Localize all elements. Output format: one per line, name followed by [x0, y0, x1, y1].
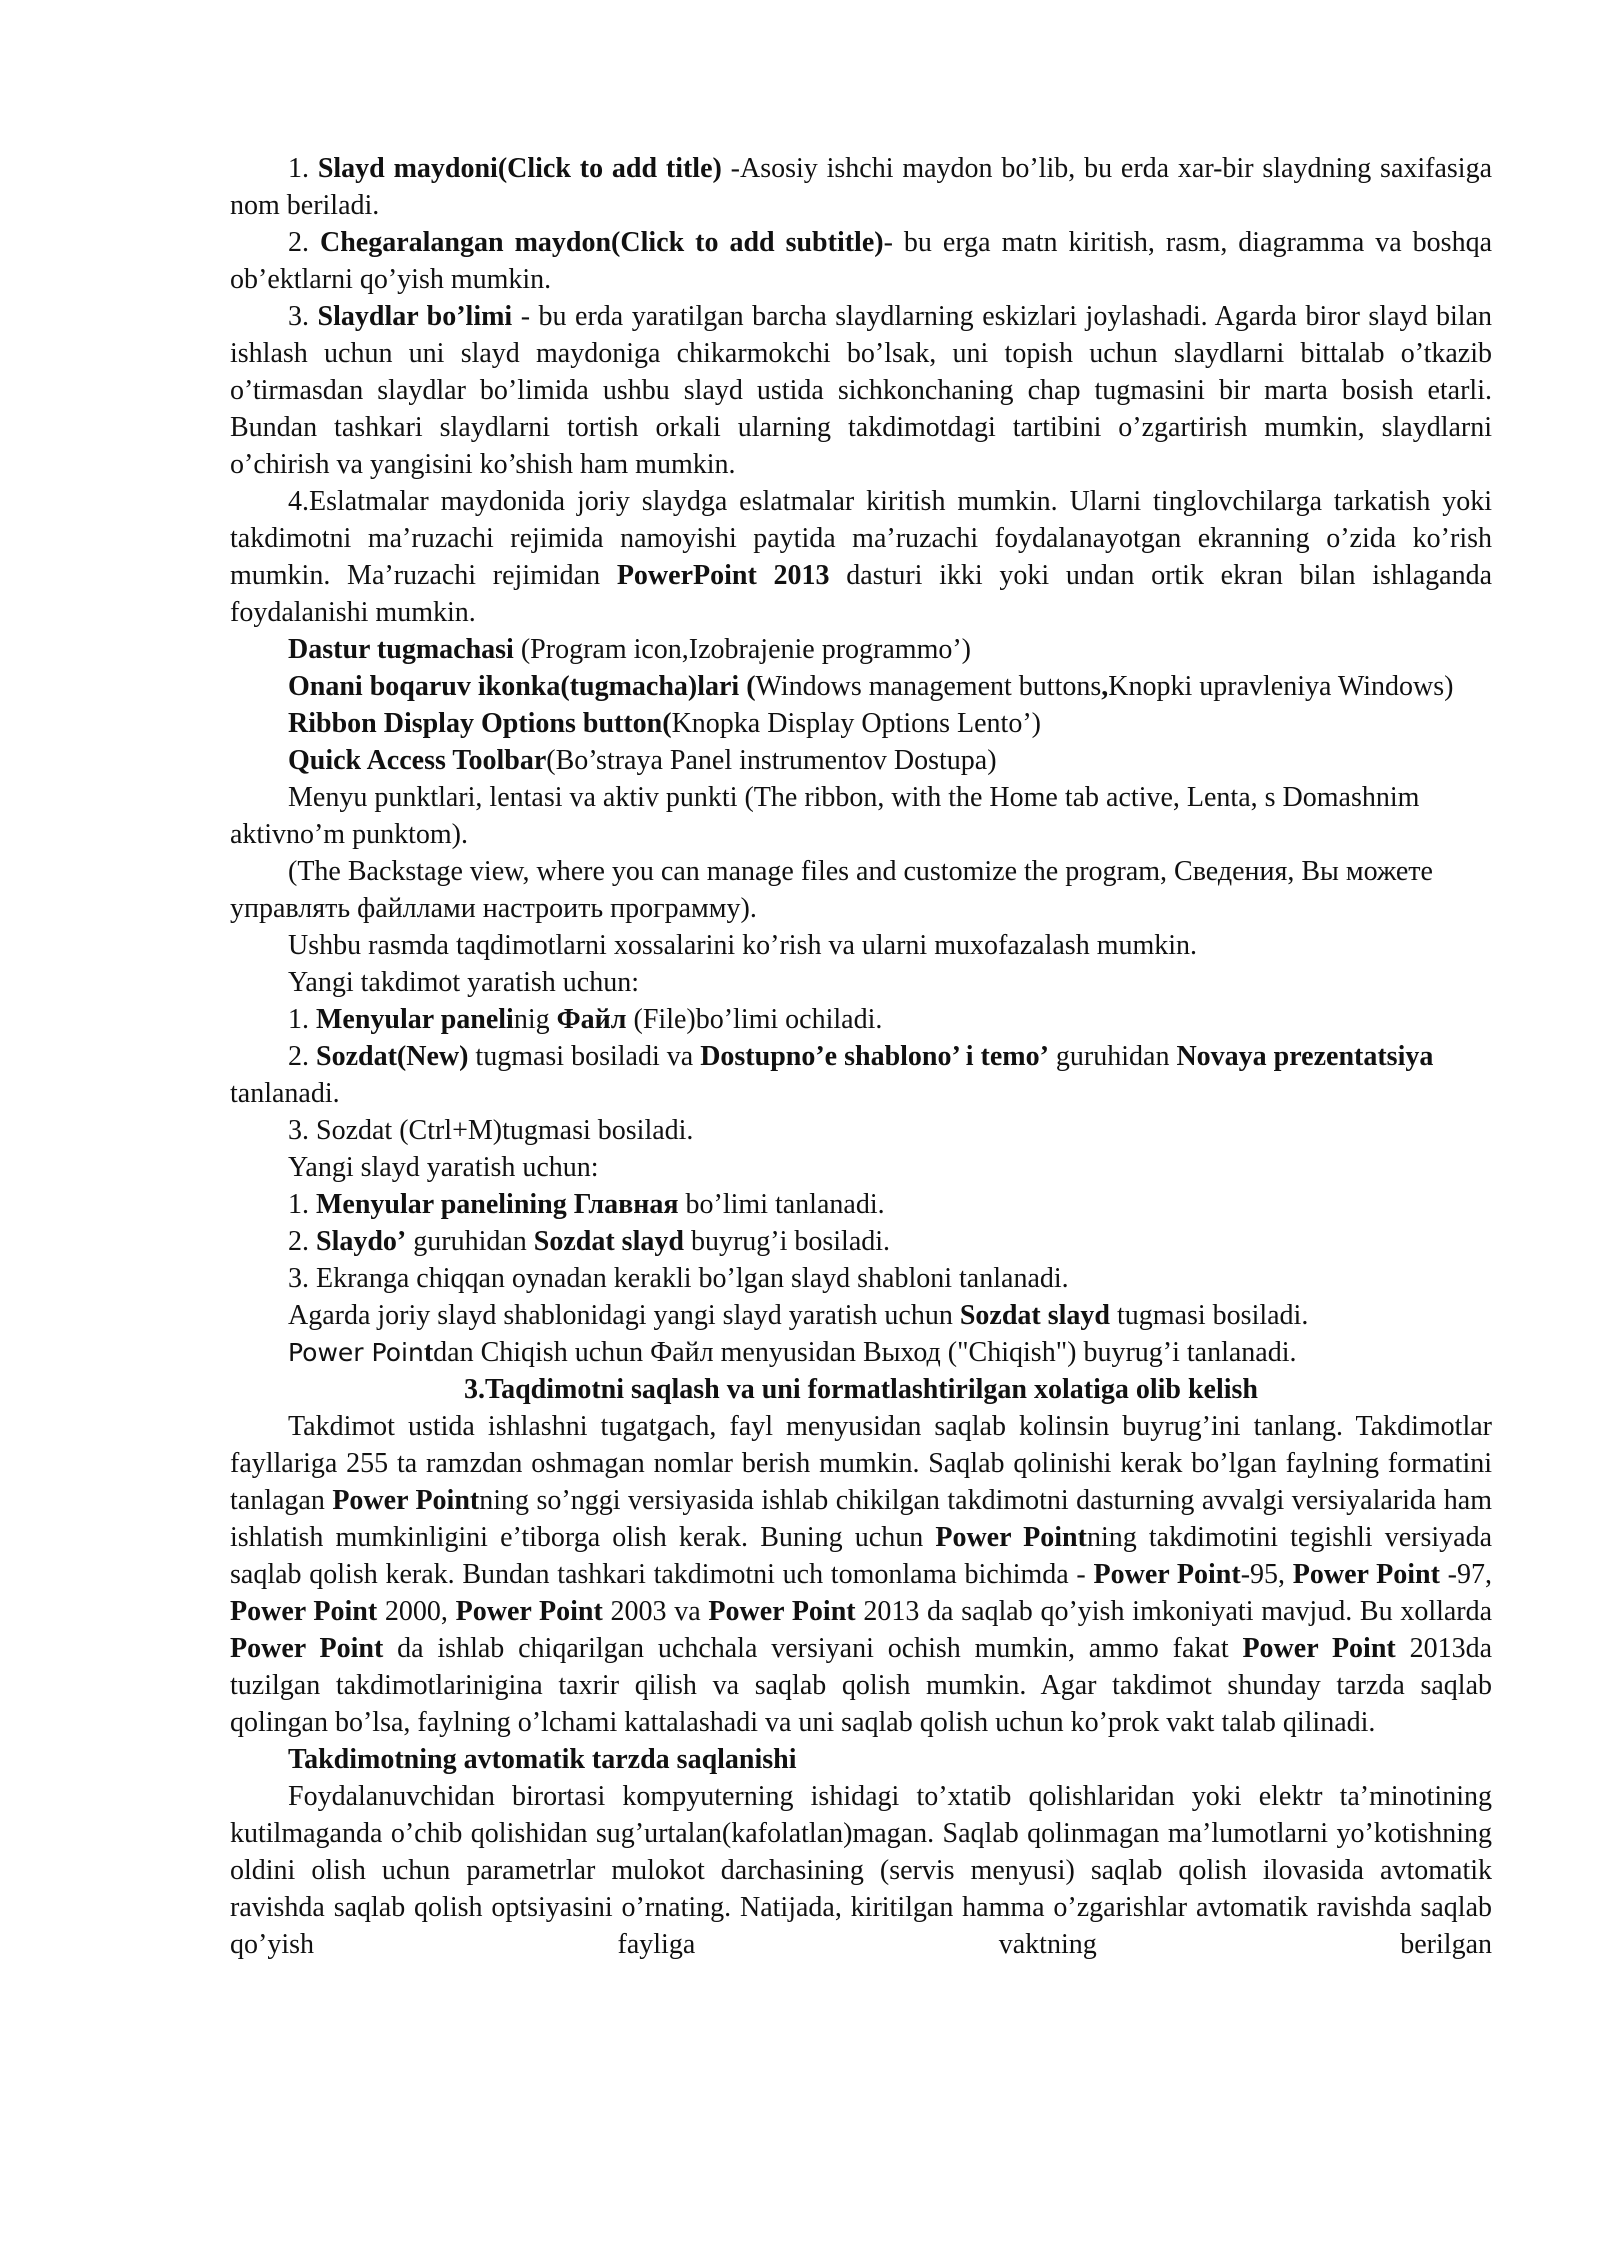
text-run: Takdimotning avtomatik tarzda saqlanishi [288, 1744, 797, 1775]
text-run: 1. [288, 153, 318, 184]
paragraph-p19 [230, 1260, 1492, 1297]
text-run: tanlanadi. [230, 1078, 340, 1109]
text-run: ning so’nggi versiyasida ishlab chikilgan takdimotni dasturning avvalgi versiyalarida ham ishlatish mumkinligini e’tiborga olish kerak. Buning uchun [230, 1485, 1493, 1553]
text-run: , [1101, 671, 1109, 702]
text-run: Power Point [230, 1633, 384, 1664]
paragraph-p7 [230, 705, 1492, 742]
text-run: Yangi takdimot yaratish uchun: [288, 967, 640, 998]
text-run: tugmasi bosiladi. [1110, 1300, 1309, 1331]
text-run: - bu erda yaratilgan barcha slaydlarning eskizlari joylashadi. Agarda biror slayd bilan ishlash uchun uni slayd maydoniga chikarmokchi bo’lsak, uni topish uchun slaydlarni bittalab o’tkazib o’tirmasdan slaydlar bo’limida ushbu slayd ustida sichkonchaning chap tugmasini bir marta bosish etarli. Bundan tashkari slaydlarni tortish orkali ularning takdimotdagi tartibini o’zgartirish mumkin, slaydlarni o’chirish va yangisini ko’shish ham mumkin. [230, 301, 1493, 480]
text-run: Slaydlar bo’limi [317, 301, 513, 332]
text-run: Ushbu rasmda taqdimotlarni xossalarini ko’rish va ularni muxofazalash mumkin. [288, 930, 1198, 961]
text-run: 1. [288, 1189, 316, 1220]
paragraph-p24 [230, 1741, 1492, 1778]
text-run: Sozdat(New) [316, 1041, 469, 1072]
text-run: 2013 da saqlab qo’yish imkoniyati mavjud. Bu xollarda [855, 1596, 1493, 1627]
text-run: guruhidan [1048, 1041, 1177, 1072]
text-run: 3. Sozdat (Ctrl+M)tugmasi bosiladi. [288, 1115, 694, 1146]
paragraph-p23 [230, 1408, 1492, 1741]
paragraph-p6 [230, 668, 1492, 705]
text-run: Power Point [332, 1485, 480, 1516]
paragraph-p2 [230, 224, 1492, 298]
paragraph-p20 [230, 1297, 1492, 1334]
text-run: Файл [556, 1004, 627, 1035]
text-run: Power Point [708, 1596, 856, 1627]
paragraph-p12 [230, 964, 1492, 1001]
text-run: Power Poin [288, 1338, 424, 1367]
text-run: guruhidan [406, 1226, 534, 1257]
text-run: 2. [288, 227, 320, 258]
paragraph-p18 [230, 1223, 1492, 1260]
text-run: 4.Eslatmalar maydonida joriy slaydga eslatmalar kiritish mumkin. Ularni tinglovchilarga tarkatish yoki takdimotni ma’ruzachi rejimida namoyishi paytida ma’ruzachi foydalanayotgan ekranning o’zida ko’rish mumkin. Ma’ruzachi rejimidan [230, 486, 1492, 591]
text-run: nig [513, 1004, 557, 1035]
text-run: Yangi slayd yaratish uchun: [288, 1152, 599, 1183]
text-run: Sozdat slayd [533, 1226, 684, 1257]
text-run: Power Point [1292, 1559, 1440, 1590]
text-run: da ishlab chiqarilgan uchchala versiyani ochish mumkin, ammo fakat [383, 1633, 1243, 1664]
text-run: 2. [288, 1041, 316, 1072]
text-run: -97, [1439, 1559, 1492, 1590]
text-run: Knopki upravleniya Windows) [1108, 671, 1454, 702]
paragraph-p17 [230, 1186, 1492, 1223]
text-run: Agarda joriy slayd shablonidagi yangi slayd yaratish uchun [288, 1300, 960, 1331]
text-run: Knopka Display Options Lento’) [671, 708, 1041, 739]
paragraph-p4 [230, 483, 1492, 631]
text-run: Menyu punktlari, lentasi va aktiv punkti (The ribbon, with the Home tab active, Lenta, s Domashnim aktivno’m punktom). [230, 782, 1420, 850]
paragraph-p21 [230, 1334, 1492, 1371]
paragraph-p25 [230, 1778, 1492, 1963]
paragraph-p15 [230, 1112, 1492, 1149]
text-run: (Program icon,Izobrajenie programmo’) [513, 634, 972, 665]
text-run: Novaya prezentatsiya [1176, 1041, 1434, 1072]
text-run: Slayd maydoni(Click to add title) [317, 153, 722, 184]
text-run: Power Point [935, 1522, 1087, 1553]
paragraph-p8 [230, 742, 1492, 779]
paragraph-p3 [230, 298, 1492, 483]
paragraph-p14 [230, 1038, 1492, 1112]
paragraph-p10 [230, 853, 1492, 927]
paragraph-p13 [230, 1001, 1492, 1038]
paragraph-p1 [230, 150, 1492, 224]
text-run: 3. Ekranga chiqqan oynadan kerakli bo’lgan slayd shabloni tanlanadi. [288, 1263, 1069, 1294]
text-run: Sozdat slayd [959, 1300, 1111, 1331]
paragraph-p11 [230, 927, 1492, 964]
paragraph-p9 [230, 779, 1492, 853]
document-body [230, 150, 1492, 1963]
text-run: 3.Taqdimotni saqlash va uni formatlashtirilgan xolatiga olib kelish [463, 1374, 1259, 1405]
text-run: 1. [288, 1004, 316, 1035]
text-run: Power Point [230, 1596, 378, 1627]
text-run: bo’limi tanlanadi. [678, 1189, 885, 1220]
text-run: Dostupno’e shablono’ i temo’ [700, 1041, 1049, 1072]
text-run: (File)bo’limi ochiladi. [626, 1004, 883, 1035]
text-run: 2013da tuzilgan takdimotlarinigina taxrir qilish va saqlab qolish mumkin. Agar takdimot shunday tarzda saqlab qolingan bo’lsa, faylning o’lchami kattalashadi va uni saqlab qolish uchun ko’prok vakt talab qilinadi. [230, 1633, 1492, 1738]
text-run: PowerPoint 2013 [616, 560, 830, 591]
text-run: ning takdimotini tegishli versiyada saqlab qolish kerak. Bundan tashkari takdimotni uch tomonlama bichimda - [230, 1522, 1493, 1590]
text-run: Ribbon Display Options button( [288, 708, 672, 739]
text-run: Onani boqaruv ikonka(tugmacha)lari ( [288, 671, 756, 702]
text-run: (Bo’straya Panel instrumentov Dostupa) [546, 745, 997, 776]
text-run: 2003 va [602, 1596, 709, 1627]
text-run: - bu erga matn kiritish, rasm, diagramma va boshqa ob’ektlarni qo’yish mumkin. [230, 227, 1492, 295]
paragraph-p5 [230, 631, 1492, 668]
text-run: Takdimot ustida ishlashni tugatgach, fayl menyusidan saqlab kolinsin buyrug’ini tanlang. Takdimotlar fayllariga 255 ta ramzdan oshmagan nomlar berish mumkin. Saqlab qolinishi kerak bo’lgan faylning formatini tanlagan [230, 1411, 1492, 1516]
text-run: dan Chiqish uchun Файл menyusidan Выход ("Chiqish") buyrug’i tanlanadi. [433, 1337, 1297, 1368]
text-run: 2. [288, 1226, 316, 1257]
text-run: dasturi ikki yoki undan ortik ekran bilan ishlaganda foydalanishi mumkin. [230, 560, 1493, 628]
text-run: Menyular panelining Главная [316, 1189, 679, 1220]
paragraph-p16 [230, 1149, 1492, 1186]
text-run: Windows management buttons [755, 671, 1102, 702]
text-run: 3. [288, 301, 318, 332]
text-run: (The Backstage view, where you can manage files and customize the program, Сведения, Вы можете управлять файллами настроить программу). [230, 856, 1433, 924]
text-run: Dastur tugmachasi [288, 634, 514, 665]
text-run: t [423, 1337, 434, 1368]
text-run: Chegaralangan maydon(Click to add subtitle) [320, 227, 884, 258]
text-run: Slaydo’ [316, 1226, 407, 1257]
text-run: Menyular paneli [316, 1004, 514, 1035]
text-run: tugmasi bosiladi va [468, 1041, 701, 1072]
text-run: -95, [1240, 1559, 1293, 1590]
text-run: Power Point [455, 1596, 603, 1627]
text-run: Quick Access Toolbar [288, 745, 547, 776]
paragraph-p22 [230, 1371, 1492, 1408]
text-run: 2000, [377, 1596, 456, 1627]
text-run: Foydalanuvchidan birortasi kompyuterning ishidagi to’xtatib qolishlaridan yoki elektr ta’minotining kutilmaganda o’chib qolishidan sug’urtalan(kafolatlan)magan. Saqlab qolinmagan ma’lumotlarni yo’kotishning oldini olish uchun parametrlar mulokot darchasining (servis menyusi) saqlab qolish ilovasida avtomatik ravishda saqlab qolish optsiyasini o’rnating. Natijada, kiritilgan hamma o’zgarishlar avtomatik ravishda saqlab qo’yish fayliga vaktning berilgan [230, 1781, 1492, 1960]
text-run: Power Point [1242, 1633, 1396, 1664]
text-run: Power Point [1093, 1559, 1241, 1590]
text-run: buyrug’i bosiladi. [683, 1226, 891, 1257]
text-run: -Asosiy ishchi maydon bo’lib, bu erda xar-bir slaydning saxifasiga nom beriladi. [230, 153, 1493, 221]
